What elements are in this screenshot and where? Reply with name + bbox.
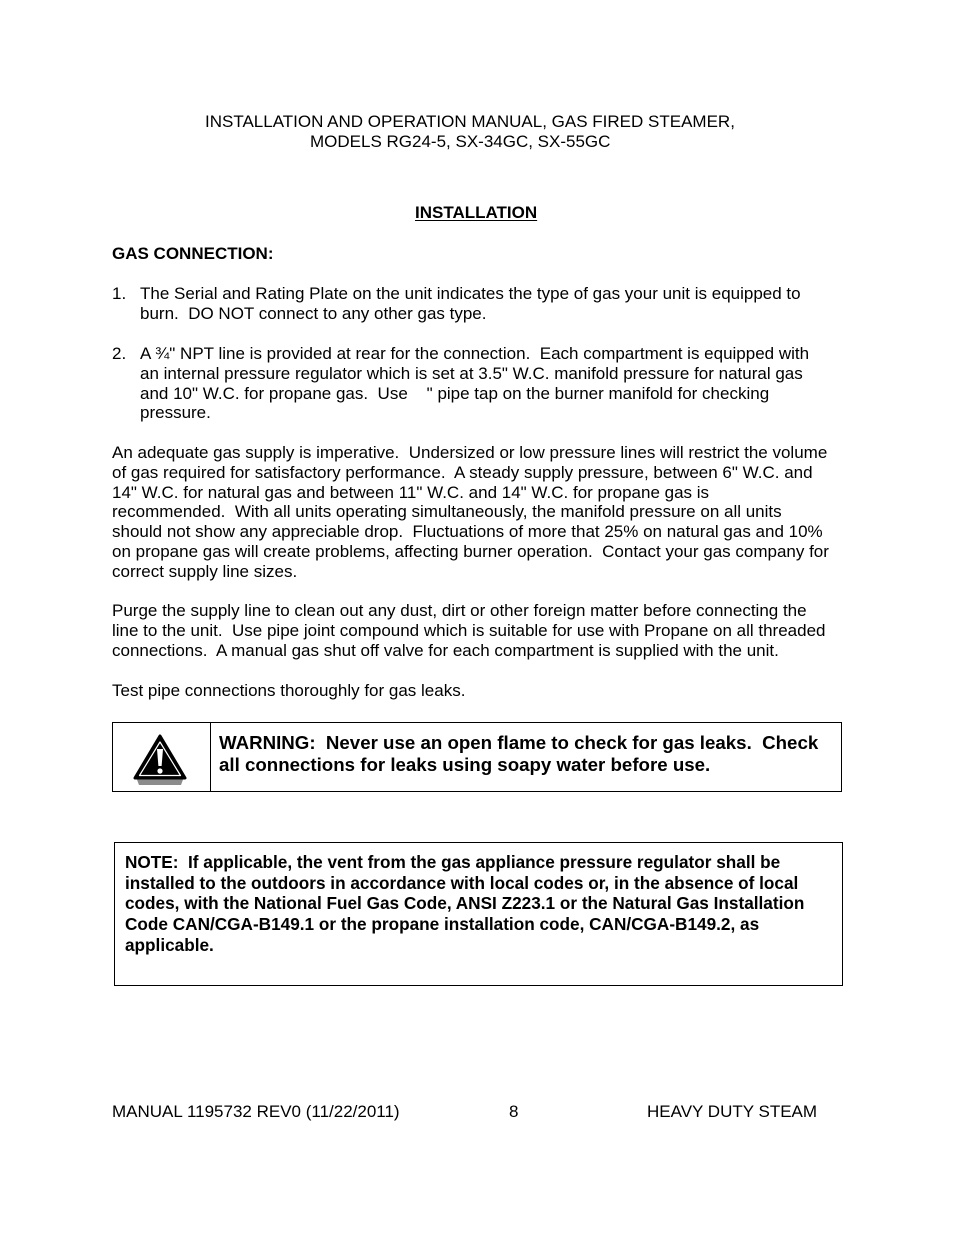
list-item-line: The Serial and Rating Plate on the unit indicates the type of gas your unit is equipped to: [140, 284, 801, 303]
note-box: [114, 842, 843, 986]
paragraph-line: recommended. With all units operating simultaneously, the manifold pressure on all units: [112, 502, 782, 522]
list-item-line: pressure.: [140, 403, 211, 423]
page-number: 8: [509, 1102, 519, 1121]
note-text-line: codes, with the National Fuel Gas Code, ANSI Z223.1 or the Natural Gas Installation: [125, 893, 805, 914]
paragraph-line: should not show any appreciable drop. Fluctuations of more that 25% on natural gas and 10%: [112, 522, 823, 542]
list-item-text: [140, 344, 809, 423]
list-item-line: and 10" W.C. for propane gas. Use " pipe tap on the burner manifold for checking: [140, 383, 770, 403]
list-item-line: an internal pressure regulator which is set at 3.5" W.C. manifold pressure for natural gas: [140, 363, 803, 383]
paragraph-gas-supply: [112, 443, 872, 582]
paragraph-line: Purge the supply line to clean out any dust, dirt or other foreign matter before connecting the: [112, 601, 807, 620]
header-models-line: MODELS RG24-5, SX-34GC, SX-55GC: [310, 132, 611, 151]
note-text-line: NOTE: If applicable, the vent from the gas appliance pressure regulator shall be: [125, 852, 781, 872]
warning-box: [112, 722, 842, 792]
list-number: 2.: [112, 344, 127, 363]
note-text: [125, 852, 804, 956]
list-number: 1.: [112, 284, 127, 303]
paragraph-line: connections. A manual gas shut off valve for each compartment is supplied with the unit.: [112, 640, 779, 660]
note-text-line: installed to the outdoors in accordance with local codes or, in the absence of local: [125, 872, 799, 893]
list-item-line: burn. DO NOT connect to any other gas type.: [140, 303, 487, 323]
paragraph-line: on propane gas will create problems, affecting burner operation. Contact your gas company for: [112, 541, 829, 561]
page-footer: [0, 1102, 954, 1122]
warning-text: [219, 732, 818, 776]
warning-divider: [210, 723, 211, 791]
paragraph-line: 14" W.C. for natural gas and between 11" W.C. and 14" W.C. for propane gas is: [112, 482, 710, 502]
list-item-text: [140, 284, 801, 324]
footer-product-line: HEAVY DUTY STEAM: [647, 1102, 818, 1121]
document-header: [0, 112, 954, 152]
section-heading: INSTALLATION: [415, 203, 538, 222]
warning-text-line: all connections for leaks using soapy water before use.: [219, 754, 711, 775]
paragraph-line: Test pipe connections thoroughly for gas leaks.: [112, 681, 466, 700]
list-item-line: A ¾" NPT line is provided at rear for the connection. Each compartment is equipped with: [140, 344, 810, 363]
paragraph-line: correct supply line sizes.: [112, 561, 298, 581]
subsection-heading: GAS CONNECTION:: [112, 244, 274, 263]
paragraph-line: An adequate gas supply is imperative. Undersized or low pressure lines will restrict the volume: [112, 443, 828, 462]
paragraph-purge: [112, 601, 872, 660]
paragraph-line: of gas required for satisfactory performance. A steady supply pressure, between 6" W.C. and: [112, 462, 813, 482]
header-title-line: INSTALLATION AND OPERATION MANUAL, GAS FIRED STEAMER,: [205, 112, 735, 131]
warning-text-line: WARNING: Never use an open flame to check for gas leaks. Check: [219, 732, 819, 753]
note-text-line: Code CAN/CGA-B149.1 or the propane installation code, CAN/CGA-B149.2, as: [125, 914, 760, 935]
paragraph-line: line to the unit. Use pipe joint compound which is suitable for use with Propane on all threaded: [112, 620, 826, 640]
paragraph-leak-test: [112, 681, 872, 701]
footer-manual-number: MANUAL 1195732 REV0 (11/22/2011): [112, 1102, 400, 1121]
note-text-line: applicable.: [125, 934, 214, 955]
warning-triangle-icon: [132, 734, 188, 786]
